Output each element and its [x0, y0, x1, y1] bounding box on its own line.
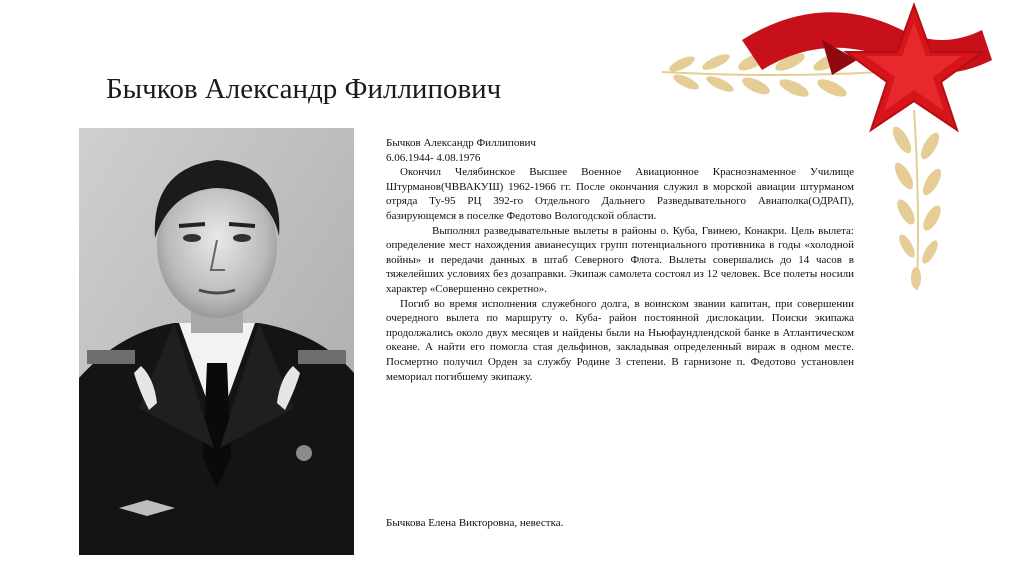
author-signature: Бычкова Елена Викторовна, невестка.	[386, 517, 564, 529]
bio-name: Бычков Александр Филлипович	[386, 137, 536, 149]
portrait-photo	[79, 128, 354, 555]
page-title: Бычков Александр Филлипович	[106, 73, 502, 105]
bio-paragraph-education: Окончил Челябинское Высшее Военное Авиационное Краснознаменное Училище Штурманов(ЧВВАКУШ) 1962-1966 гг. После окончания служил в морской авиации штурманом отряда Ту-95 РЦ 392-го Отдельного Дальнего Разведывательного Авиаполка(ОДРАП), базирующемся в поселке Федотово Вологодской области.	[386, 166, 854, 222]
bio-paragraph-service: Выполнял разведывательные вылеты в районы о. Куба, Гвинею, Конакри. Цель вылета: определение мест нахождения авианесущих групп потенциального противника в годы «холодной войны» и передачи данных в штаб Северного Флота. Вылеты совершались до 14 часов в тяжелейших условиях без дозаправки. Экипаж самолета состоял из 12 человек. Все полеты носили характер «Совершенно секретно».	[386, 224, 854, 295]
star-with-laurel-icon	[652, 0, 1024, 300]
bio-dates: 6.06.1944- 4.08.1976	[386, 151, 481, 164]
bio-paragraph-death: Погиб во время исполнения служебного долга, в воинском звании капитан, при совершении очередного вылета по маршруту о. Куба- район постоянной дислокации. Поиски экипажа продолжались около двух месяцев и найдены были на Ньюфаундлендской банке в Атлантическом океане. А найти его помогла стая дельфинов, закладывая определенный вираж в одном месте. Посмертно получил Орден за службу Родине 3 степени. В гарнизоне п. Федотово установлен мемориал погибшему экипажу.	[386, 297, 854, 383]
